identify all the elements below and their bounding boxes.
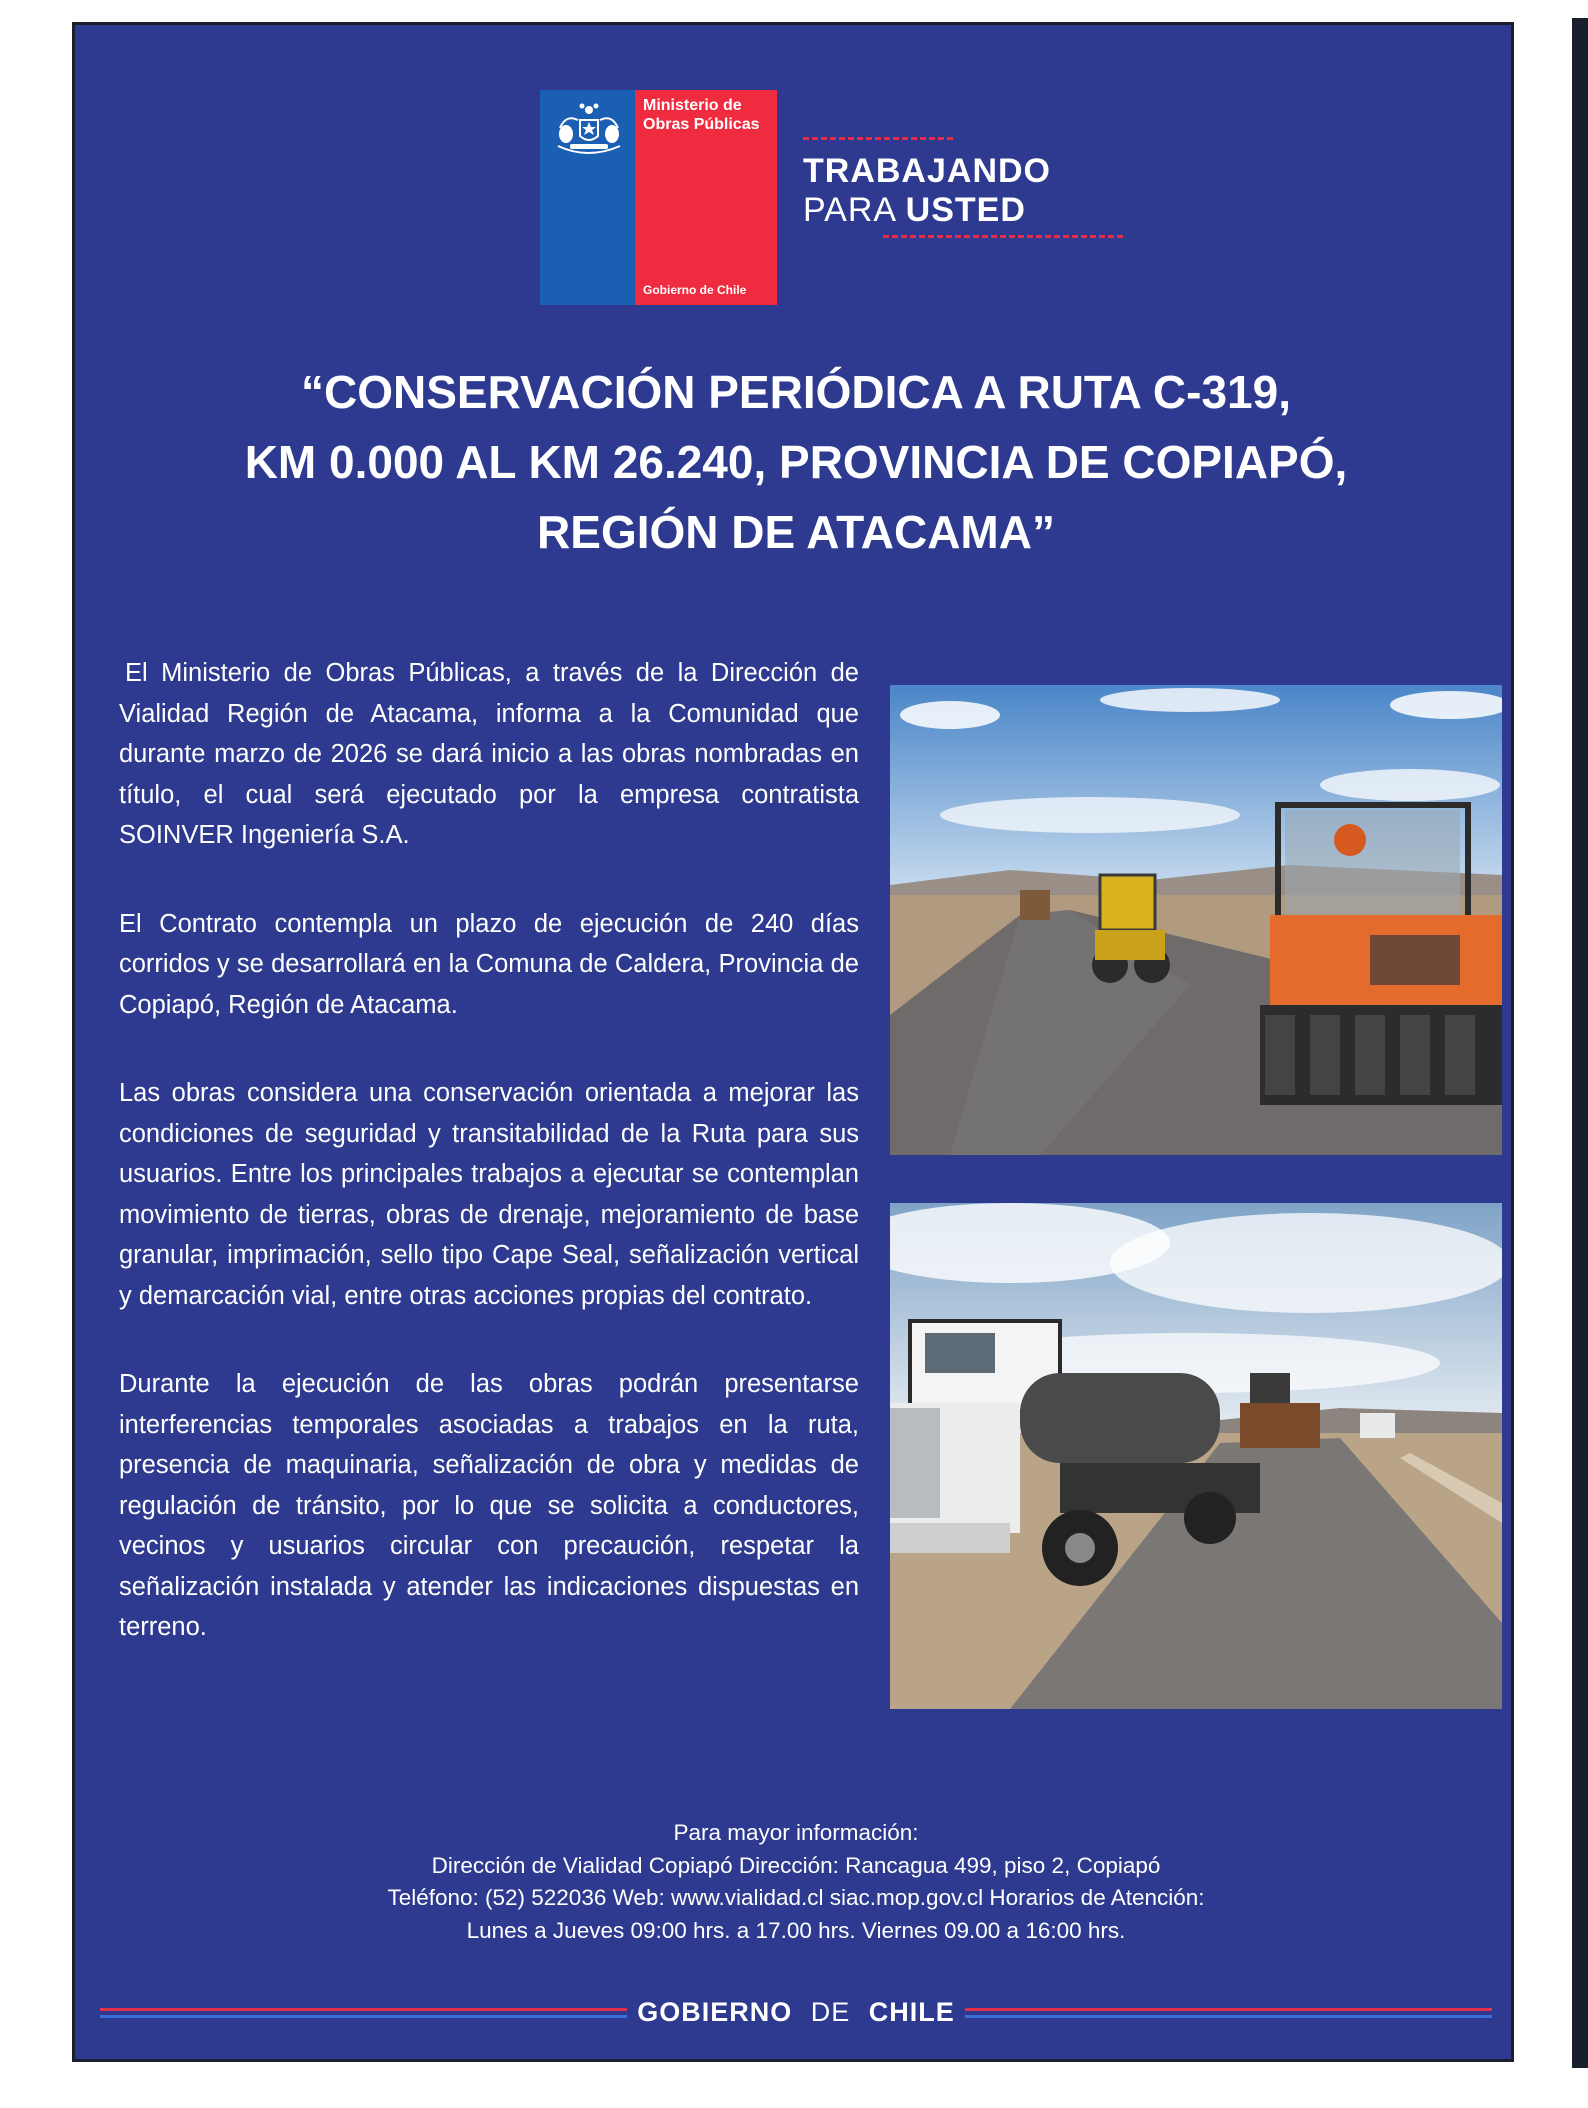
footer-gobierno	[100, 1999, 1492, 2029]
coat-of-arms-icon	[550, 98, 628, 162]
logo-blue-panel	[540, 90, 635, 305]
tagline	[803, 137, 1063, 238]
logo-government-text: Gobierno de Chile	[643, 283, 747, 297]
info-phone-web: Teléfono: (52) 522036 Web: www.vialidad.cl siac.mop.gov.cl Horarios de Atención:	[387, 1885, 1205, 1910]
footer-chile-word: CHILE	[868, 1997, 955, 2027]
tagline-line1: TRABAJANDO	[803, 152, 1051, 190]
title-line3: REGIÓN DE ATACAMA”	[537, 506, 1055, 558]
mop-logo	[540, 90, 777, 305]
footer-de-word: DE	[801, 1997, 861, 2027]
footer-gobierno-word: GOBIERNO	[637, 1997, 793, 2027]
tagline-usted: USTED	[905, 191, 1026, 229]
title-line1: “CONSERVACIÓN PERIÓDICA A RUTA C-319,	[301, 366, 1291, 418]
paragraph-interferences: Durante la ejecución de las obras podrán presentarse interferencias temporales asociadas a trabajos en la ruta, presencia de maquinaria, señalización de obra y medidas de regulación de tránsito, por lo que se solicita a conductores, vecinos y usuarios circular con precaución, respetar la señalización instalada y atender las indicaciones dispuestas en terreno.	[119, 1370, 859, 1641]
poster	[72, 22, 1514, 2062]
info-heading: Para mayor información:	[673, 1820, 919, 1845]
tagline-bottom-dash	[883, 235, 1123, 238]
info-hours: Lunes a Jueves 09:00 hrs. a 17.00 hrs. Viernes 09.00 a 16:00 hrs.	[466, 1917, 1126, 1943]
body-text	[119, 653, 859, 1696]
photo-tanker-truck	[890, 1203, 1502, 1709]
logo-ministry-text: Ministerio de Obras Públicas	[643, 97, 760, 133]
logo-red-panel	[635, 90, 777, 305]
paragraph-works: Las obras considera una conservación orientada a mejorar las condiciones de seguridad y transitabilidad de la Ruta para sus usuarios. Entre los principales trabajos a ejecutar se contemplan movimiento de tierras, obras de drenaje, mejoramiento de base granular, imprimación, sello tipo Cape Seal, señalización vertical y demarcación vial, entre otras acciones propias del contrato.	[119, 1079, 859, 1310]
paragraph-intro: El Ministerio de Obras Públicas, a través de la Dirección de Vialidad Región de Atacama, informa a la Comunidad que durante marzo de 2026 se dará inicio a las obras nombradas en título, el cual será ejecutado por la empresa contratista SOINVER Ingeniería S.A.	[119, 659, 859, 849]
tagline-top-dash	[803, 137, 953, 140]
tagline-line2	[803, 191, 1063, 229]
page-title	[115, 357, 1477, 567]
paragraph-contract: El Contrato contempla un plazo de ejecución de 240 días corridos y se desarrollará en la Comuna de Caldera, Provincia de Copiapó, Región de Atacama.	[119, 909, 859, 1019]
contact-info	[75, 1817, 1514, 1947]
adjacent-page-edge	[1572, 18, 1588, 2068]
photo-road-rollers	[890, 685, 1502, 1155]
title-line2: KM 0.000 AL KM 26.240, PROVINCIA DE COPIAPÓ,	[244, 436, 1348, 488]
footer-text	[100, 1997, 1492, 2028]
tagline-para: PARA	[803, 191, 896, 229]
info-address: Dirección de Vialidad Copiapó Dirección: Rancagua 499, piso 2, Copiapó	[431, 1852, 1161, 1878]
